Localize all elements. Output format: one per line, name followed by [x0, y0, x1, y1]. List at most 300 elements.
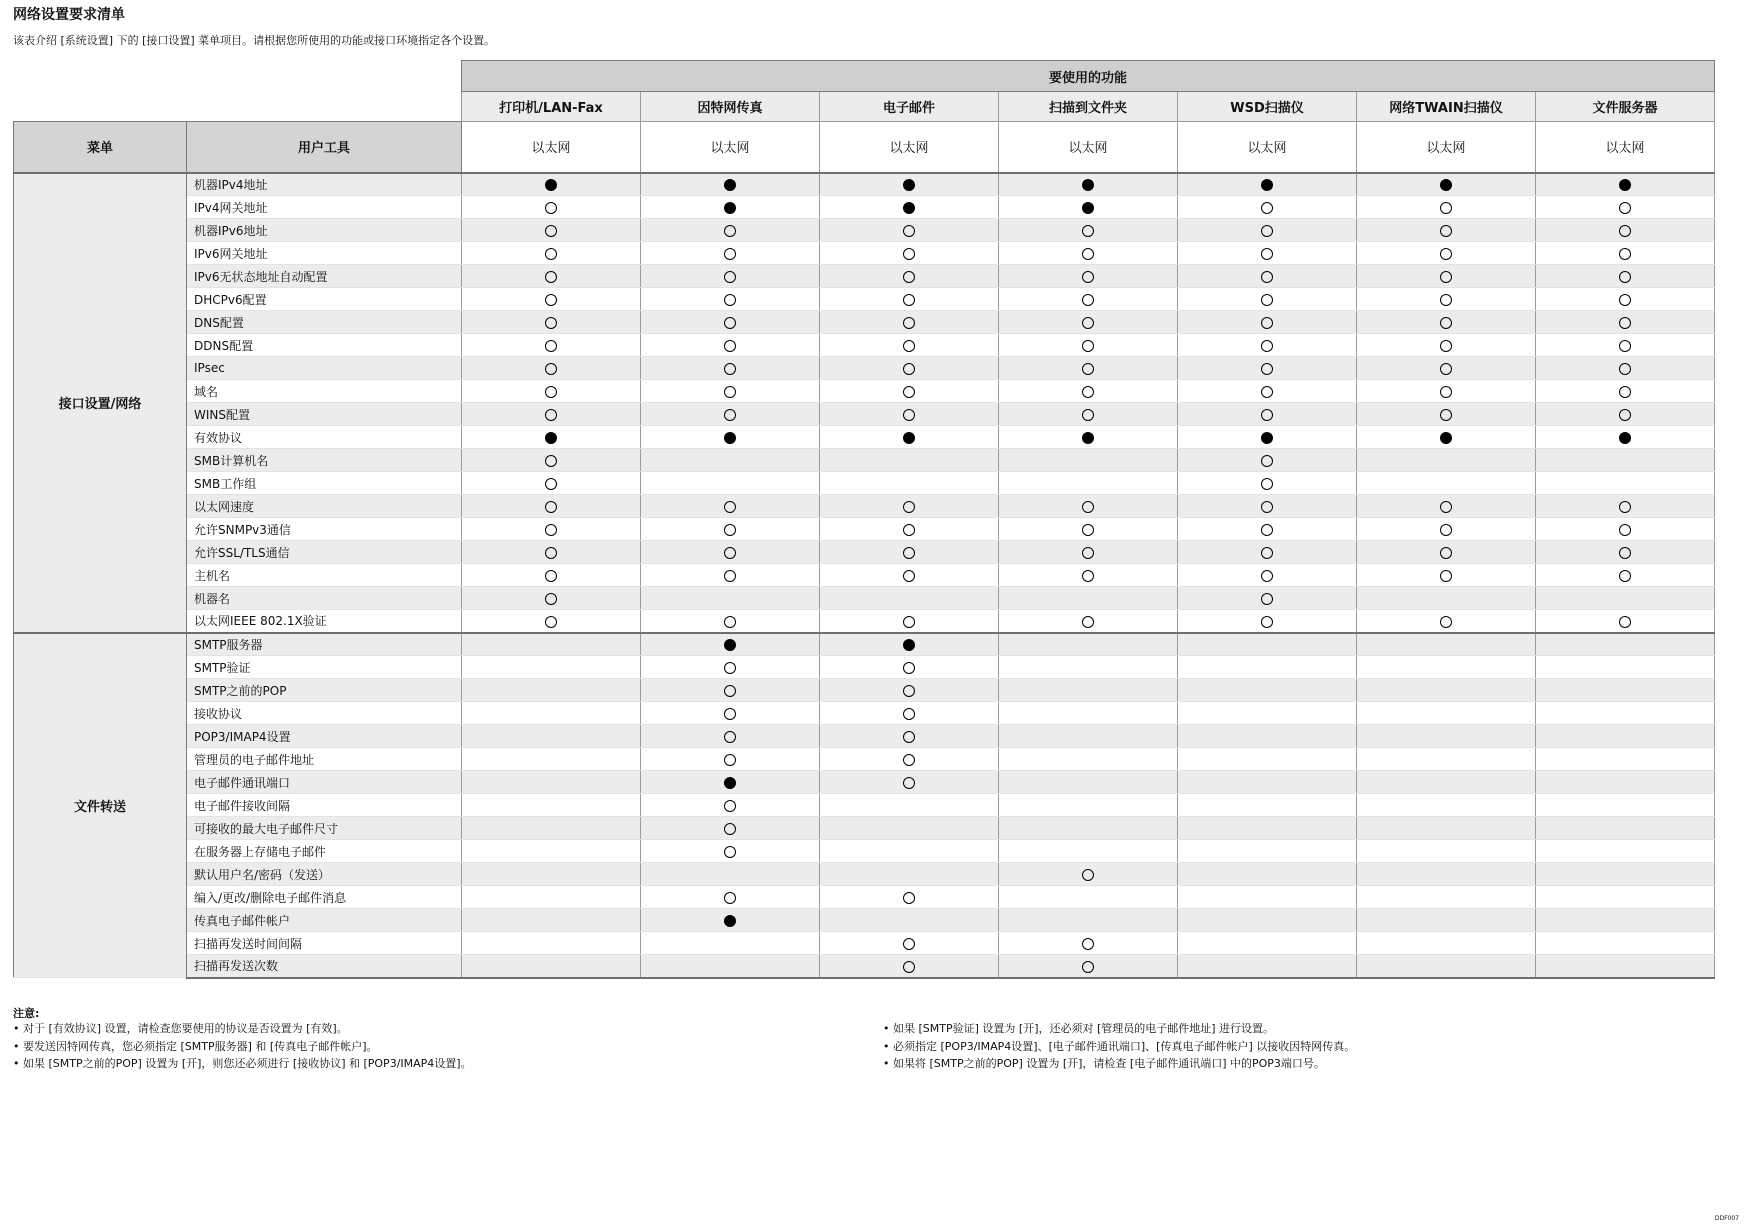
- requirement-cell: [1178, 909, 1357, 932]
- user-tools-header: 用户工具: [187, 122, 462, 173]
- requirement-cell: [820, 794, 999, 817]
- setting-label: 传真电子邮件帐户: [187, 909, 462, 932]
- page-title: 网络设置要求清单: [13, 7, 125, 23]
- as-needed-circle-icon: [545, 248, 557, 260]
- requirement-cell: [462, 426, 641, 449]
- requirement-cell: [820, 334, 999, 357]
- requirement-cell: [820, 748, 999, 771]
- table-row: [14, 173, 1715, 196]
- requirement-cell: [1536, 472, 1715, 495]
- requirement-cell: [999, 656, 1178, 679]
- function-header: 扫描到文件夹: [999, 92, 1178, 122]
- as-needed-circle-icon: [1082, 248, 1094, 260]
- setting-label: 域名: [187, 380, 462, 403]
- setting-label: 机器IPv6地址: [187, 219, 462, 242]
- requirement-cell: [462, 495, 641, 518]
- as-needed-circle-icon: [545, 386, 557, 398]
- requirement-cell: [1536, 311, 1715, 334]
- table-row: [14, 380, 1715, 403]
- setting-label: IPv4网关地址: [187, 196, 462, 219]
- setting-label: 机器IPv4地址: [187, 173, 462, 196]
- table-row: [14, 219, 1715, 242]
- as-needed-circle-icon: [724, 823, 736, 835]
- setting-label: 默认用户名/密码（发送）: [187, 863, 462, 886]
- as-needed-circle-icon: [1619, 317, 1631, 329]
- as-needed-circle-icon: [1619, 202, 1631, 214]
- interface-header: 以太网: [462, 122, 641, 173]
- requirement-cell: [641, 932, 820, 955]
- required-dot-icon: [1619, 432, 1631, 444]
- requirement-cell: [462, 771, 641, 794]
- requirement-cell: [641, 656, 820, 679]
- requirement-cell: [641, 587, 820, 610]
- requirement-cell: [999, 771, 1178, 794]
- as-needed-circle-icon: [903, 570, 915, 582]
- interface-header: 以太网: [1536, 122, 1715, 173]
- requirement-cell: [820, 564, 999, 587]
- requirement-cell: [1357, 518, 1536, 541]
- requirement-cell: [462, 633, 641, 656]
- requirement-cell: [820, 725, 999, 748]
- as-needed-circle-icon: [903, 616, 915, 628]
- legend-spacer: [14, 61, 462, 122]
- requirement-cell: [999, 541, 1178, 564]
- requirement-cell: [641, 863, 820, 886]
- requirement-cell: [1536, 955, 1715, 978]
- as-needed-circle-icon: [1261, 225, 1273, 237]
- requirement-cell: [1178, 840, 1357, 863]
- setting-label: DDNS配置: [187, 334, 462, 357]
- required-dot-icon: [1261, 432, 1273, 444]
- required-dot-icon: [903, 639, 915, 651]
- requirement-cell: [1357, 357, 1536, 380]
- setting-label: 在服务器上存储电子邮件: [187, 840, 462, 863]
- requirement-cell: [1536, 196, 1715, 219]
- requirement-cell: [820, 771, 999, 794]
- requirement-cell: [462, 288, 641, 311]
- requirement-cell: [1536, 794, 1715, 817]
- as-needed-circle-icon: [903, 340, 915, 352]
- as-needed-circle-icon: [724, 547, 736, 559]
- requirement-cell: [641, 472, 820, 495]
- as-needed-circle-icon: [1082, 524, 1094, 536]
- setting-label: SMTP之前的POP: [187, 679, 462, 702]
- required-dot-icon: [1082, 202, 1094, 214]
- requirement-cell: [641, 541, 820, 564]
- table-row: [14, 288, 1715, 311]
- requirement-cell: [1357, 863, 1536, 886]
- as-needed-circle-icon: [724, 616, 736, 628]
- as-needed-circle-icon: [1261, 547, 1273, 559]
- requirement-cell: [462, 863, 641, 886]
- requirement-cell: [1357, 311, 1536, 334]
- requirement-cell: [1357, 541, 1536, 564]
- requirement-cell: [999, 357, 1178, 380]
- requirement-cell: [820, 495, 999, 518]
- as-needed-circle-icon: [545, 501, 557, 513]
- requirement-cell: [1178, 863, 1357, 886]
- requirement-cell: [820, 541, 999, 564]
- as-needed-circle-icon: [1261, 294, 1273, 306]
- as-needed-circle-icon: [903, 662, 915, 674]
- as-needed-circle-icon: [545, 317, 557, 329]
- image-code: DDF007: [1714, 1215, 1739, 1222]
- as-needed-circle-icon: [545, 409, 557, 421]
- table-row: [14, 564, 1715, 587]
- as-needed-circle-icon: [1082, 409, 1094, 421]
- setting-label: 扫描再发送时间间隔: [187, 932, 462, 955]
- as-needed-circle-icon: [1440, 570, 1452, 582]
- as-needed-circle-icon: [1261, 409, 1273, 421]
- as-needed-circle-icon: [1082, 225, 1094, 237]
- table-row: [14, 932, 1715, 955]
- requirement-cell: [1357, 909, 1536, 932]
- as-needed-circle-icon: [1261, 593, 1273, 605]
- note-item: • 对于 [有效协议] 设置，请检查您要使用的协议是否设置为 [有效]。: [13, 1020, 472, 1038]
- table-row: [14, 587, 1715, 610]
- requirement-cell: [1178, 679, 1357, 702]
- as-needed-circle-icon: [724, 363, 736, 375]
- requirement-cell: [1536, 265, 1715, 288]
- requirement-cell: [999, 725, 1178, 748]
- requirement-cell: [1357, 196, 1536, 219]
- requirement-cell: [462, 357, 641, 380]
- requirement-cell: [1357, 679, 1536, 702]
- requirement-cell: [641, 334, 820, 357]
- requirement-cell: [999, 173, 1178, 196]
- as-needed-circle-icon: [1261, 501, 1273, 513]
- as-needed-circle-icon: [1440, 225, 1452, 237]
- as-needed-circle-icon: [724, 225, 736, 237]
- requirement-cell: [462, 679, 641, 702]
- as-needed-circle-icon: [903, 731, 915, 743]
- table-row: [14, 265, 1715, 288]
- as-needed-circle-icon: [1082, 570, 1094, 582]
- requirement-cell: [820, 633, 999, 656]
- requirement-cell: [1536, 518, 1715, 541]
- as-needed-circle-icon: [903, 501, 915, 513]
- requirement-cell: [462, 242, 641, 265]
- requirement-cell: [1178, 725, 1357, 748]
- requirement-cell: [999, 909, 1178, 932]
- requirement-cell: [1178, 587, 1357, 610]
- settings-table-body: [14, 173, 1715, 978]
- requirement-cell: [1178, 449, 1357, 472]
- requirement-cell: [462, 656, 641, 679]
- as-needed-circle-icon: [1082, 340, 1094, 352]
- function-header: 文件服务器: [1536, 92, 1715, 122]
- note-item: • 如果 [SMTP之前的POP] 设置为 [开]，则您还必须进行 [接收协议] 和 [POP3/IMAP4设置]。: [13, 1055, 472, 1073]
- requirement-cell: [1357, 495, 1536, 518]
- requirement-cell: [820, 288, 999, 311]
- as-needed-circle-icon: [1261, 386, 1273, 398]
- menu-group-label: 文件转送: [14, 633, 187, 978]
- setting-label: 主机名: [187, 564, 462, 587]
- requirement-cell: [641, 196, 820, 219]
- requirement-cell: [1357, 771, 1536, 794]
- requirement-cell: [820, 610, 999, 633]
- setting-label: 编入/更改/删除电子邮件消息: [187, 886, 462, 909]
- requirement-cell: [1178, 196, 1357, 219]
- function-title: 要使用的功能: [462, 61, 1715, 92]
- setting-label: SMTP服务器: [187, 633, 462, 656]
- requirement-cell: [1178, 748, 1357, 771]
- requirement-cell: [462, 403, 641, 426]
- as-needed-circle-icon: [545, 593, 557, 605]
- requirement-cell: [1178, 495, 1357, 518]
- as-needed-circle-icon: [1261, 271, 1273, 283]
- requirement-cell: [1357, 334, 1536, 357]
- requirement-cell: [1357, 610, 1536, 633]
- as-needed-circle-icon: [545, 340, 557, 352]
- requirement-cell: [462, 725, 641, 748]
- requirement-cell: [820, 196, 999, 219]
- requirement-cell: [641, 265, 820, 288]
- requirement-cell: [462, 817, 641, 840]
- setting-label: SMB工作组: [187, 472, 462, 495]
- setting-label: SMB计算机名: [187, 449, 462, 472]
- interface-header: 以太网: [999, 122, 1178, 173]
- notes-left: [13, 1020, 472, 1073]
- as-needed-circle-icon: [724, 409, 736, 421]
- as-needed-circle-icon: [1440, 202, 1452, 214]
- notes-right: [883, 1020, 1355, 1073]
- requirement-cell: [1178, 955, 1357, 978]
- as-needed-circle-icon: [1619, 363, 1631, 375]
- as-needed-circle-icon: [724, 386, 736, 398]
- as-needed-circle-icon: [724, 685, 736, 697]
- required-dot-icon: [545, 432, 557, 444]
- requirement-cell: [820, 219, 999, 242]
- requirement-cell: [1357, 656, 1536, 679]
- setting-label: 机器名: [187, 587, 462, 610]
- as-needed-circle-icon: [1261, 248, 1273, 260]
- as-needed-circle-icon: [1440, 248, 1452, 260]
- requirement-cell: [1178, 311, 1357, 334]
- requirement-cell: [641, 495, 820, 518]
- requirement-cell: [1357, 380, 1536, 403]
- as-needed-circle-icon: [1261, 570, 1273, 582]
- requirement-cell: [641, 633, 820, 656]
- requirement-cell: [1178, 242, 1357, 265]
- requirement-cell: [1536, 403, 1715, 426]
- requirement-cell: [641, 771, 820, 794]
- requirement-cell: [462, 932, 641, 955]
- requirement-cell: [641, 679, 820, 702]
- required-dot-icon: [1261, 179, 1273, 191]
- requirement-cell: [820, 242, 999, 265]
- requirement-cell: [999, 564, 1178, 587]
- requirement-cell: [820, 932, 999, 955]
- as-needed-circle-icon: [545, 225, 557, 237]
- requirement-cell: [1357, 748, 1536, 771]
- requirement-cell: [1357, 886, 1536, 909]
- requirement-cell: [1178, 541, 1357, 564]
- as-needed-circle-icon: [545, 294, 557, 306]
- as-needed-circle-icon: [545, 455, 557, 467]
- as-needed-circle-icon: [903, 317, 915, 329]
- setting-label: 扫描再发送次数: [187, 955, 462, 978]
- as-needed-circle-icon: [1082, 501, 1094, 513]
- setting-label: 允许SNMPv3通信: [187, 518, 462, 541]
- requirement-cell: [999, 334, 1178, 357]
- table-row: [14, 702, 1715, 725]
- note-item: • 如果将 [SMTP之前的POP] 设置为 [开]，请检查 [电子邮件通讯端口] 中的POP3端口号。: [883, 1055, 1355, 1073]
- as-needed-circle-icon: [903, 363, 915, 375]
- requirement-cell: [1178, 288, 1357, 311]
- requirement-cell: [641, 909, 820, 932]
- requirement-cell: [462, 380, 641, 403]
- requirement-cell: [1357, 932, 1536, 955]
- setting-label: WINS配置: [187, 403, 462, 426]
- required-dot-icon: [1440, 179, 1452, 191]
- requirement-cell: [1178, 564, 1357, 587]
- requirement-cell: [1178, 265, 1357, 288]
- requirement-cell: [1178, 334, 1357, 357]
- as-needed-circle-icon: [1619, 225, 1631, 237]
- requirement-cell: [1357, 840, 1536, 863]
- page-subtitle: 该表介绍 [系统设置] 下的 [接口设置] 菜单项目。请根据您所使用的功能或接口环境指定各个设置。: [13, 34, 496, 47]
- as-needed-circle-icon: [545, 271, 557, 283]
- interface-header: 以太网: [1178, 122, 1357, 173]
- requirement-cell: [641, 288, 820, 311]
- as-needed-circle-icon: [1261, 616, 1273, 628]
- as-needed-circle-icon: [903, 708, 915, 720]
- requirement-cell: [999, 449, 1178, 472]
- requirement-cell: [1536, 173, 1715, 196]
- requirement-cell: [462, 472, 641, 495]
- function-header: 打印机/LAN-Fax: [462, 92, 641, 122]
- requirement-cell: [999, 219, 1178, 242]
- requirement-cell: [1536, 242, 1715, 265]
- requirement-cell: [462, 334, 641, 357]
- requirement-cell: [999, 403, 1178, 426]
- requirement-cell: [1178, 656, 1357, 679]
- requirement-cell: [820, 863, 999, 886]
- requirement-cell: [641, 219, 820, 242]
- requirement-cell: [1536, 886, 1715, 909]
- requirement-cell: [462, 748, 641, 771]
- requirement-cell: [1536, 840, 1715, 863]
- requirement-cell: [1357, 564, 1536, 587]
- as-needed-circle-icon: [1440, 616, 1452, 628]
- requirement-cell: [1536, 863, 1715, 886]
- requirement-cell: [1357, 173, 1536, 196]
- as-needed-circle-icon: [1619, 524, 1631, 536]
- table-row: [14, 886, 1715, 909]
- function-header: 电子邮件: [820, 92, 999, 122]
- as-needed-circle-icon: [903, 409, 915, 421]
- requirement-cell: [820, 886, 999, 909]
- as-needed-circle-icon: [903, 938, 915, 950]
- requirement-cell: [820, 679, 999, 702]
- requirement-cell: [999, 955, 1178, 978]
- table-row: [14, 840, 1715, 863]
- required-dot-icon: [1082, 432, 1094, 444]
- requirement-cell: [999, 863, 1178, 886]
- as-needed-circle-icon: [724, 754, 736, 766]
- requirement-cell: [1357, 242, 1536, 265]
- as-needed-circle-icon: [1440, 501, 1452, 513]
- requirement-cell: [641, 173, 820, 196]
- requirement-cell: [999, 610, 1178, 633]
- note-item: • 要发送因特网传真，您必须指定 [SMTP服务器] 和 [传真电子邮件帐户]。: [13, 1038, 472, 1056]
- notes-title: 注意:: [13, 1007, 40, 1020]
- table-row: [14, 334, 1715, 357]
- requirement-cell: [820, 702, 999, 725]
- required-dot-icon: [724, 432, 736, 444]
- as-needed-circle-icon: [903, 754, 915, 766]
- as-needed-circle-icon: [1261, 317, 1273, 329]
- as-needed-circle-icon: [1619, 501, 1631, 513]
- requirement-cell: [820, 449, 999, 472]
- requirement-cell: [1178, 219, 1357, 242]
- table-row: [14, 449, 1715, 472]
- as-needed-circle-icon: [724, 524, 736, 536]
- requirement-cell: [462, 541, 641, 564]
- setting-label: POP3/IMAP4设置: [187, 725, 462, 748]
- setting-label: IPv6网关地址: [187, 242, 462, 265]
- required-dot-icon: [724, 915, 736, 927]
- setting-label: 可接收的最大电子邮件尺寸: [187, 817, 462, 840]
- as-needed-circle-icon: [1261, 363, 1273, 375]
- as-needed-circle-icon: [545, 547, 557, 559]
- requirement-cell: [820, 357, 999, 380]
- interface-header: 以太网: [1357, 122, 1536, 173]
- required-dot-icon: [1619, 179, 1631, 191]
- requirement-cell: [1536, 748, 1715, 771]
- requirement-cell: [641, 518, 820, 541]
- as-needed-circle-icon: [1619, 616, 1631, 628]
- as-needed-circle-icon: [903, 961, 915, 973]
- interface-header-row: [14, 122, 1715, 173]
- requirement-cell: [999, 840, 1178, 863]
- as-needed-circle-icon: [1440, 340, 1452, 352]
- as-needed-circle-icon: [1440, 547, 1452, 559]
- as-needed-circle-icon: [903, 547, 915, 559]
- setting-label: DHCPv6配置: [187, 288, 462, 311]
- requirement-cell: [820, 817, 999, 840]
- table-row: [14, 863, 1715, 886]
- table-row: [14, 196, 1715, 219]
- required-dot-icon: [903, 179, 915, 191]
- requirement-cell: [1178, 932, 1357, 955]
- table-row: [14, 472, 1715, 495]
- function-header: WSD扫描仪: [1178, 92, 1357, 122]
- as-needed-circle-icon: [724, 340, 736, 352]
- requirement-cell: [820, 955, 999, 978]
- settings-table: [13, 60, 1715, 979]
- requirement-cell: [1536, 909, 1715, 932]
- required-dot-icon: [1082, 179, 1094, 191]
- requirement-cell: [999, 518, 1178, 541]
- requirement-cell: [999, 702, 1178, 725]
- requirement-cell: [1536, 288, 1715, 311]
- requirement-cell: [1178, 173, 1357, 196]
- table-row: [14, 909, 1715, 932]
- as-needed-circle-icon: [903, 271, 915, 283]
- requirement-cell: [999, 495, 1178, 518]
- requirement-cell: [462, 311, 641, 334]
- as-needed-circle-icon: [724, 271, 736, 283]
- requirement-cell: [641, 449, 820, 472]
- requirement-cell: [1178, 817, 1357, 840]
- as-needed-circle-icon: [1619, 547, 1631, 559]
- requirement-cell: [1178, 518, 1357, 541]
- as-needed-circle-icon: [1082, 547, 1094, 559]
- as-needed-circle-icon: [1082, 616, 1094, 628]
- requirement-cell: [1357, 817, 1536, 840]
